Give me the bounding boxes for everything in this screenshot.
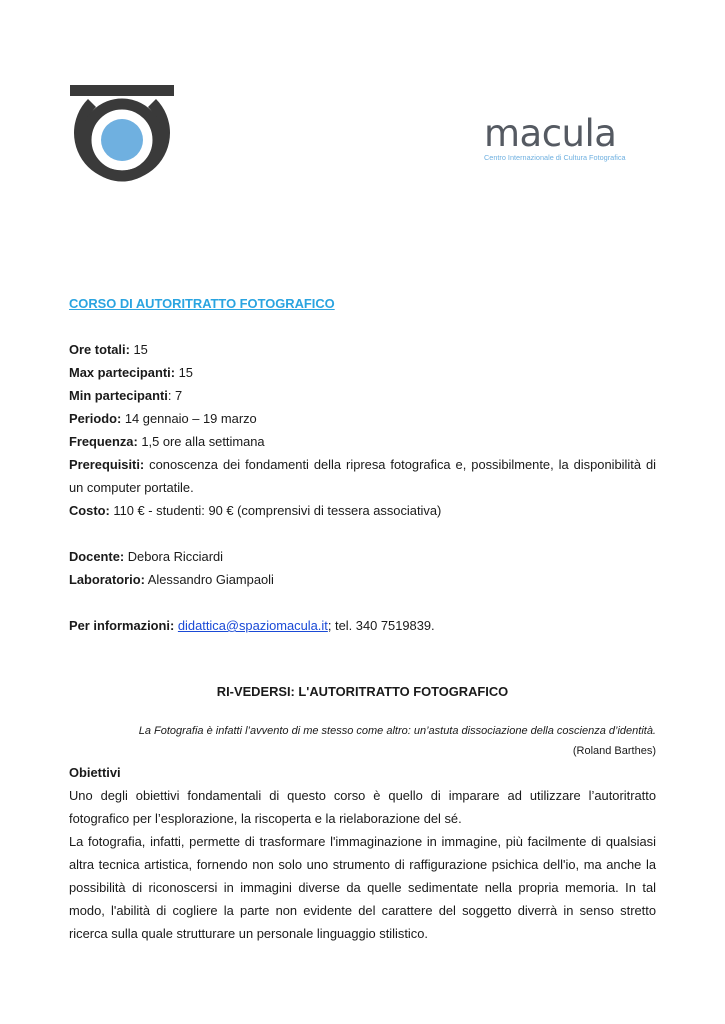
objectives-paragraph-1: Uno degli obiettivi fondamentali di questo corso è quello di imparare ad utilizzare l’autoritratto fotografico per l’esplorazione, la riscoperta e la rielaborazione del sé. xyxy=(69,788,656,826)
detail-prerequisiti: Prerequisiti: conoscenza dei fondamenti della ripresa fotografica e, possibilmente, la disponibilità di un computer portatile. xyxy=(69,457,656,495)
macula-wordmark-logo xyxy=(484,112,626,162)
detail-laboratorio: Laboratorio: Alessandro Giampaoli xyxy=(69,572,274,587)
detail-frequenza: Frequenza: 1,5 ore alla settimana xyxy=(69,434,265,449)
macula-symbol-logo xyxy=(68,85,176,197)
section-title: RI-VEDERSI: L'AUTORITRATTO FOTOGRAFICO xyxy=(216,684,509,699)
contact-info: Per informazioni: didattica@spaziomacula.it; tel. 340 7519839. xyxy=(69,618,435,633)
detail-costo: Costo: 110 € - studenti: 90 € (comprensivi di tessera associativa) xyxy=(69,503,442,518)
quote-author: (Roland Barthes) xyxy=(572,745,656,757)
detail-min-partecipanti: Min partecipanti: 7 xyxy=(69,388,183,403)
brand-tagline: Centro Internazionale di Cultura Fotografica xyxy=(484,153,626,162)
detail-docente: Docente: Debora Ricciardi xyxy=(69,549,224,564)
detail-periodo: Periodo: 14 gennaio – 19 marzo xyxy=(69,411,257,426)
detail-ore-totali: Ore totali: 15 xyxy=(69,342,148,357)
detail-max-partecipanti: Max partecipanti: 15 xyxy=(69,365,193,380)
brand-name: macula xyxy=(484,112,617,155)
course-title: CORSO DI AUTORITRATTO FOTOGRAFICO xyxy=(69,296,335,311)
email-link[interactable]: didattica@spaziomacula.it xyxy=(177,618,328,633)
document-body xyxy=(69,292,656,945)
course-details xyxy=(69,338,656,522)
objectives-heading: Obiettivi xyxy=(69,765,121,780)
barthes-quote: La Fotografia è infatti l’avvento di me stesso come altro: un’astuta dissociazione della coscienza d’identità. xyxy=(138,725,656,737)
objectives-paragraph-2: La fotografia, infatti, permette di trasformare l'immaginazione in immagine, più facilmente di qualsiasi altra tecnica artistica, fornendo non solo uno strumento di raffigurazione psichica dell'io, ma anche la possibilità di riconoscersi in immagini diverse da quelle sedimentate nella propria memoria. In tal modo, l'abilità di cogliere la parte non evidente del carattere del soggetto diverrà in senso stretto ricerca sulla quale strutturare un personale linguaggio stilistico. xyxy=(69,834,656,941)
